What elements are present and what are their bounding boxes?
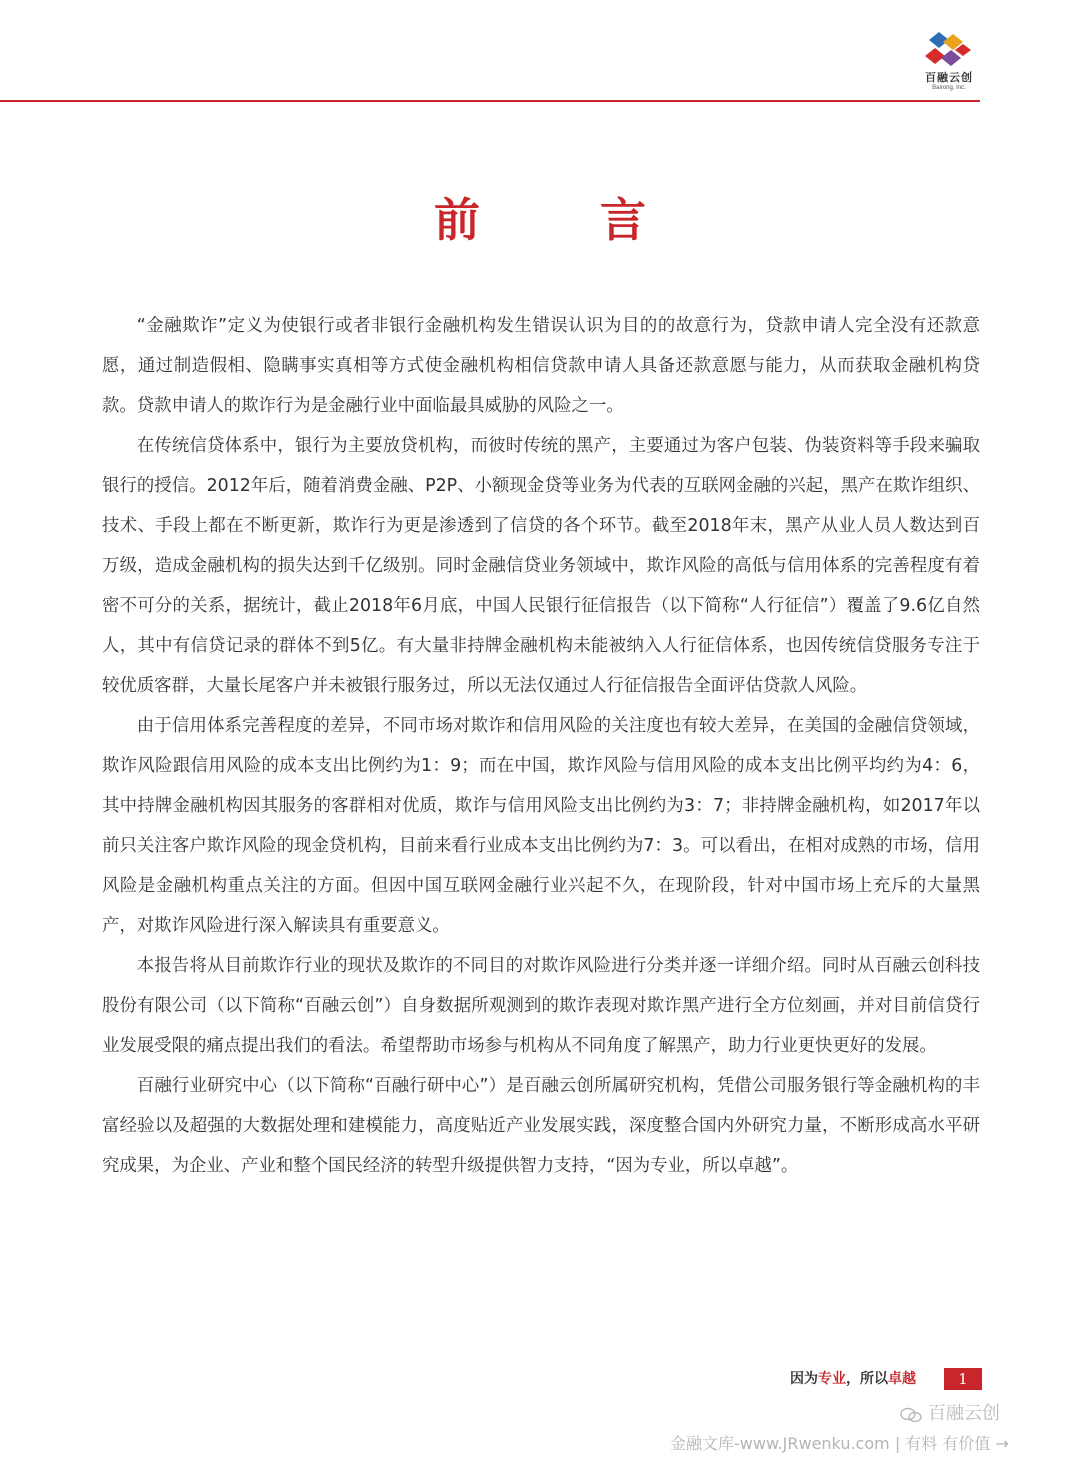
slogan-accent: 卓越 — [888, 1371, 916, 1387]
page-title: 前 言 — [433, 193, 698, 247]
paragraph-background: 在传统信贷体系中，银行为主要放贷机构，而彼时传统的黑产，主要通过为客户包装、伪装资料等手段来骗取银行的授信。2012年后，随着消费金融、P2P、小额现金贷等业务为代表的互联网金融的兴起，黑产在欺诈组织、技术、手段上都在不断更新，欺诈行为更是渗透到了信贷的各个环节。截至2018年末，黑产从业人员人数达到百万级，造成金融机构的损失达到千亿级别。同时金融信贷业务领域中，欺诈风险的高低与信用体系的完善程度有着密不可分的关系，据统计，截止2018年6月底，中国人民银行征信报告（以下简称“人行征信”）覆盖了9.6亿自然人，其中有信贷记录的群体不到5亿。有大量非持牌金融机构未能被纳入人行征信体系，也因传统信贷服务专注于较优质客群，大量长尾客户并未被银行服务过，所以无法仅通过人行征信报告全面评估贷款人风险。 — [102, 436, 980, 696]
paragraph-definition: “金融欺诈”定义为使银行或者非银行金融机构发生错误认识为目的的故意行为，贷款申请人完全没有还款意愿，通过制造假相、隐瞒事实真相等方式使金融机构相信贷款申请人具备还款意愿与能力，从而获取金融机构贷款。贷款申请人的欺诈行为是金融行业中面临最具威胁的风险之一。 — [102, 316, 980, 416]
logo-name-cn: 百融云创 — [925, 71, 973, 84]
wechat-watermark — [900, 1402, 1000, 1426]
paragraph-market-comparison: 由于信用体系完善程度的差异，不同市场对欺诈和信用风险的关注度也有较大差异，在美国的金融信贷领域，欺诈风险跟信用风险的成本支出比例约为1：9；而在中国，欺诈风险与信用风险的成本支出比例平均约为4：6，其中持牌金融机构因其服务的客群相对优质，欺诈与信用风险支出比例约为3：7；非持牌金融机构，如2017年以前只关注客户欺诈风险的现金贷机构，目前来看行业成本支出比例约为7：3。可以看出，在相对成熟的市场，信用风险是金融机构重点关注的方面。但因中国互联网金融行业兴起不久，在现阶段，针对中国市场上充斥的大量黑产，对欺诈风险进行深入解读具有重要意义。 — [102, 716, 980, 936]
paragraph-report-scope: 本报告将从目前欺诈行业的现状及欺诈的不同目的对欺诈风险进行分类并逐一详细介绍。同时从百融云创科技股份有限公司（以下简称“百融云创”）自身数据所观测到的欺诈表现对欺诈黑产进行全方位刻画，并对目前信贷行业发展受限的痛点提出我们的看法。希望帮助市场参与机构从不同角度了解黑产，助力行业更快更好的发展。 — [102, 956, 980, 1056]
slogan-part: ，所以 — [846, 1371, 888, 1387]
paragraph-research-center: 百融行业研究中心（以下简称“百融行研中心”）是百融云创所属研究机构，凭借公司服务银行等金融机构的丰富经验以及超强的大数据处理和建模能力，高度贴近产业发展实践，深度整合国内外研究力量，不断形成高水平研究成果，为企业、产业和整个国民经济的转型升级提供智力支持，“因为专业，所以卓越”。 — [102, 1076, 980, 1176]
slogan-part: 因为 — [790, 1371, 818, 1387]
page-number: 1 — [944, 1368, 982, 1390]
footer-slogan — [790, 1368, 916, 1390]
wechat-account-name: 百融云创 — [928, 1403, 1000, 1424]
wechat-icon — [900, 1406, 922, 1422]
company-logo — [918, 30, 980, 98]
slogan-accent: 专业 — [818, 1371, 846, 1387]
header-divider — [0, 100, 980, 102]
body-text — [102, 306, 980, 1186]
source-watermark: 金融文库-www.JRwenku.com | 有料 有价值 → — [670, 1434, 1009, 1453]
logo-mark-icon — [925, 30, 973, 70]
logo-name-en: Bairong, Inc. — [932, 85, 966, 91]
